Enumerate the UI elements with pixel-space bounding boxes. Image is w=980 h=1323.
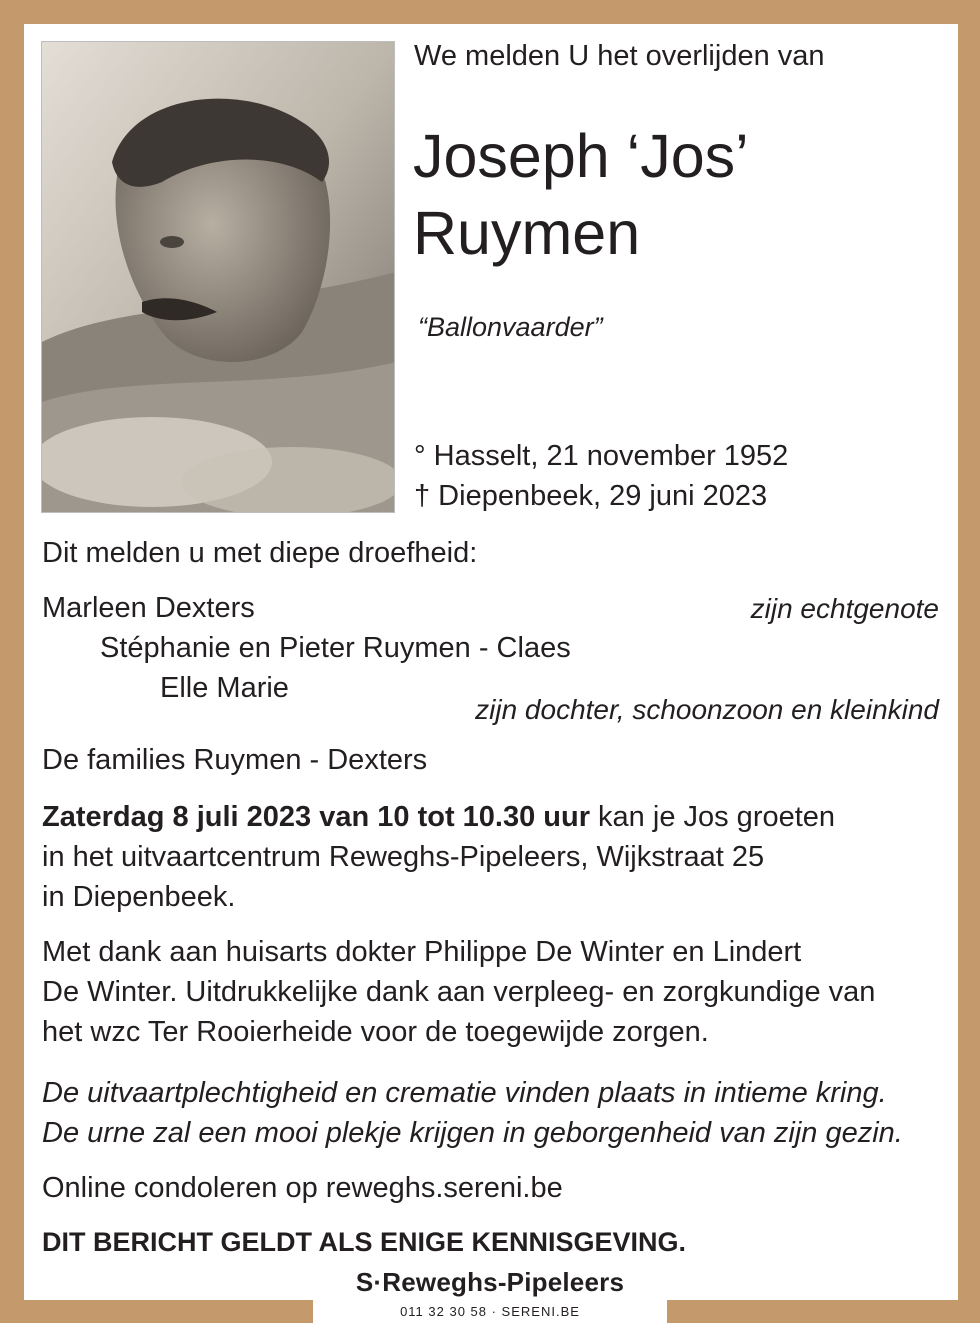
mourners-intro: Dit melden u met diepe droefheid: <box>42 537 478 569</box>
thanks-line-2: De Winter. Uitdrukkelijke dank aan verpleeg- en zorgkundige van <box>42 976 876 1008</box>
grandchild-name: Elle Marie <box>160 672 289 704</box>
daughter-relation: zijn dochter, schoonzoon en kleinkind <box>475 694 939 725</box>
deceased-name: Joseph ‘Jos’ Ruymen <box>413 122 747 267</box>
families-text: De families Ruymen - Dexters <box>42 744 428 776</box>
thanks-line-3: het wzc Ter Rooierheide voor de toegewijde zorgen. <box>42 1016 709 1048</box>
visitation-line-1 <box>42 801 835 834</box>
notice-text: DIT BERICHT GELDT ALS ENIGE KENNISGEVING. <box>42 1227 687 1257</box>
spouse-name: Marleen Dexters <box>42 592 255 624</box>
portrait-photo <box>41 41 395 513</box>
daughter-names: Stéphanie en Pieter Ruymen - Claes <box>100 632 571 664</box>
ceremony-line-2: De urne zal een mooi plekje krijgen in geborgenheid van zijn gezin. <box>42 1117 903 1149</box>
ceremony-line-1: De uitvaartplechtigheid en crematie vinden plaats in intieme kring. <box>42 1077 887 1109</box>
visitation-line-2: in het uitvaartcentrum Reweghs-Pipeleers, Wijkstraat 25 <box>42 841 765 873</box>
spouse-relation: zijn echtgenote <box>750 593 939 624</box>
funeral-home-contact: 011 32 30 58 · SERENI.BE <box>400 1304 580 1319</box>
portrait-illustration <box>42 42 395 513</box>
intro-text: We melden U het overlijden van <box>414 40 825 72</box>
online-condolences: Online condoleren op reweghs.sereni.be <box>42 1172 563 1204</box>
visitation-line-3: in Diepenbeek. <box>42 881 236 913</box>
nickname: “Ballonvaarder” <box>418 312 603 342</box>
visitation-date: Zaterdag 8 juli 2023 van 10 tot 10.30 uur <box>42 801 590 833</box>
funeral-home-brand: S·Reweghs-Pipeleers <box>355 1267 625 1297</box>
birth-info: ° Hasselt, 21 november 1952 <box>414 440 789 472</box>
death-info: † Diepenbeek, 29 juni 2023 <box>414 480 768 512</box>
thanks-line-1: Met dank aan huisarts dokter Philippe De Winter en Lindert <box>42 936 802 968</box>
visitation-line-1-rest: kan je Jos groeten <box>590 801 836 833</box>
